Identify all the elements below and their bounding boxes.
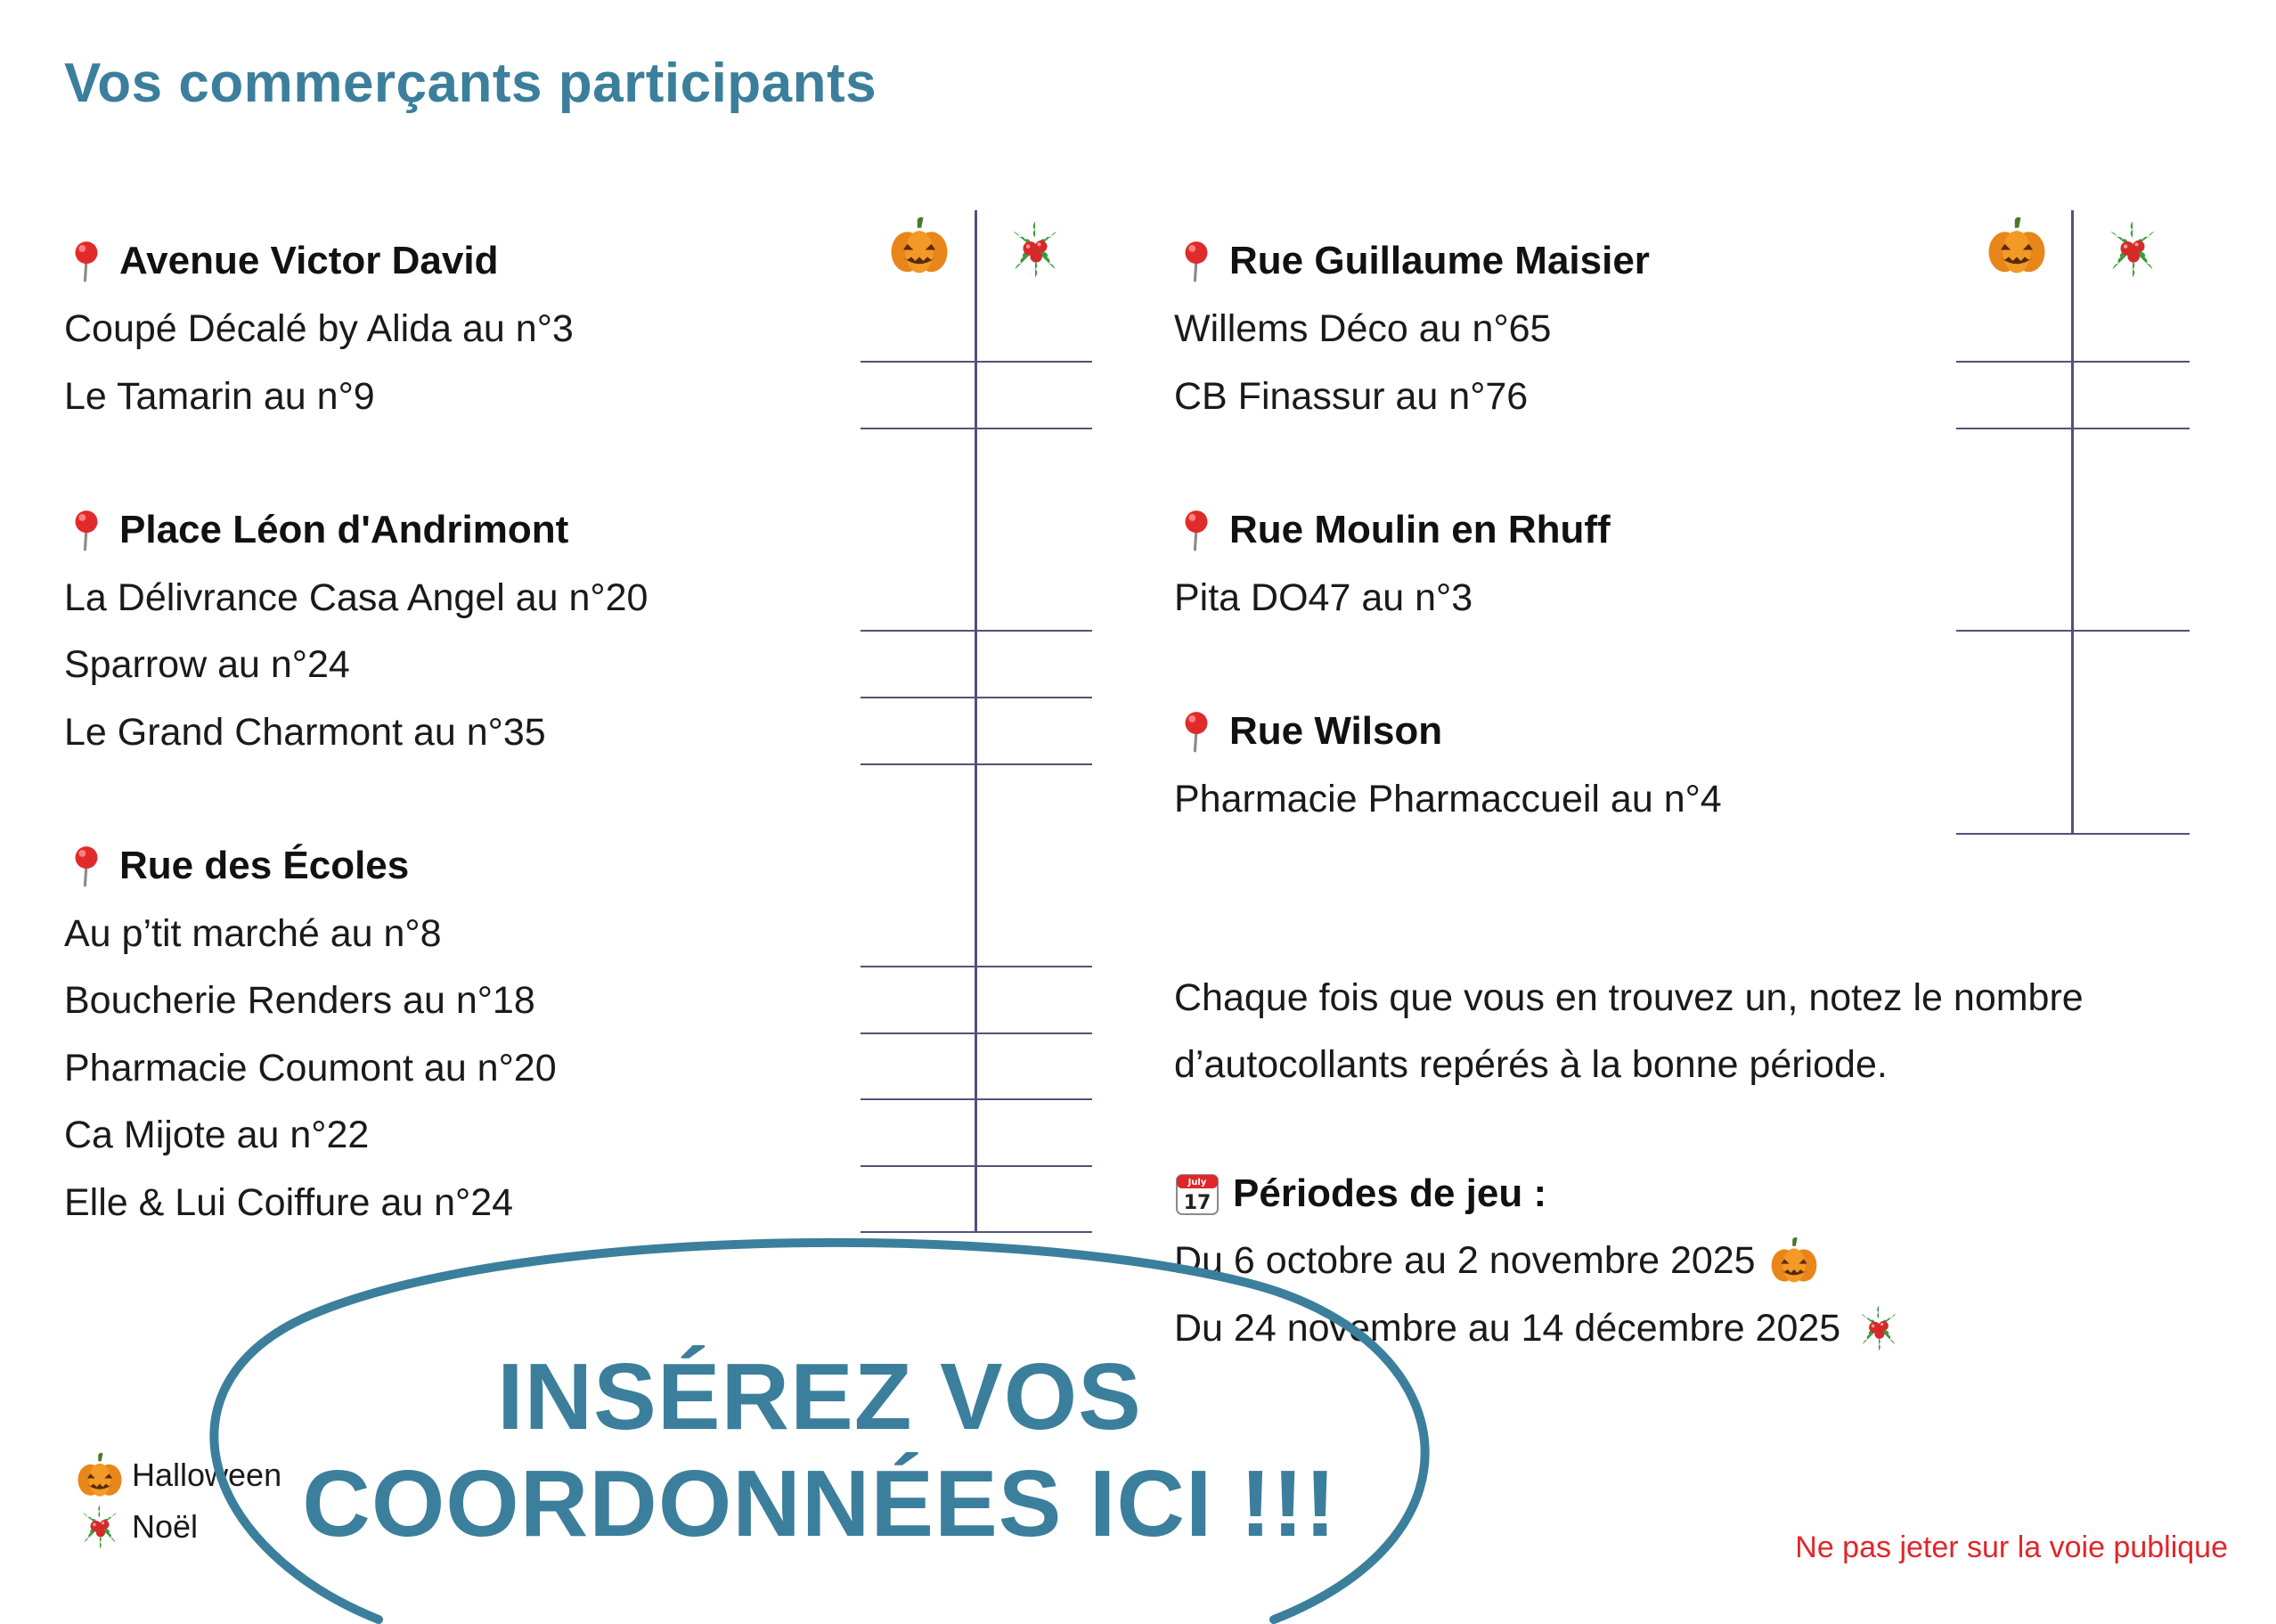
- tally-column-divider: [2071, 210, 2074, 834]
- shop-item: Boucherie Renders au n°18: [64, 979, 535, 1022]
- street-name: Rue Guillaume Maisier: [1229, 239, 1650, 282]
- holly-icon: [1003, 217, 1067, 282]
- street-heading: [1174, 508, 1611, 552]
- tally-row-line: [861, 1032, 1092, 1034]
- street-name: Rue Moulin en Rhuff: [1229, 508, 1611, 551]
- street-heading: [64, 844, 409, 888]
- periods-title: Périodes de jeu :: [1233, 1171, 1547, 1215]
- street-heading: [1174, 709, 1442, 754]
- tally-row-line: [1956, 630, 2190, 632]
- tally-row-line: [861, 1165, 1092, 1167]
- legend-label: Noël: [132, 1508, 199, 1545]
- footer-note: Ne pas jeter sur la voie publique: [1795, 1530, 2228, 1564]
- street-name: Rue Wilson: [1229, 709, 1443, 753]
- page-title: Vos commerçants participants: [64, 53, 877, 114]
- shop-item: Elle & Lui Coiffure au n°24: [64, 1181, 514, 1224]
- tally-row-line: [861, 966, 1092, 967]
- tally-row-line: [861, 361, 1092, 363]
- map-pin-icon: [1174, 239, 1219, 283]
- map-pin-icon: [1174, 508, 1219, 552]
- street-heading: [64, 508, 568, 552]
- shop-item: Le Tamarin au n°9: [64, 375, 375, 418]
- pumpkin-icon: [887, 214, 951, 278]
- street-heading: [64, 239, 498, 283]
- calendar-icon: [1174, 1171, 1220, 1217]
- shop-item: Au p’tit marché au n°8: [64, 912, 442, 955]
- tally-row-line: [861, 428, 1092, 429]
- tally-row-line: [1956, 428, 2190, 429]
- holly-icon: [1853, 1302, 1905, 1354]
- tally-row-line: [1956, 361, 2190, 363]
- shop-item: La Délivrance Casa Angel au n°20: [64, 576, 649, 619]
- instructions-text: Chaque fois que vous en trouvez un, notez le nombre d’autocollants repérés à la bonne période.: [1174, 976, 2084, 1086]
- holly-icon: [75, 1502, 125, 1552]
- shop-item: Pita DO47 au n°3: [1174, 576, 1473, 619]
- periods-heading: [1174, 1171, 1546, 1217]
- legend-item-noel: [75, 1502, 198, 1552]
- cta-line-2: COORDONNÉES ICI !!!: [302, 1451, 1337, 1556]
- shop-item: Sparrow au n°24: [64, 643, 350, 686]
- tally-column-divider: [975, 210, 977, 1231]
- map-pin-icon: [1174, 709, 1219, 754]
- tally-row-line: [861, 1231, 1092, 1233]
- shop-item: Coupé Décalé by Alida au n°3: [64, 307, 574, 350]
- calendar-day: 17: [1183, 1192, 1211, 1214]
- street-name: Place Léon d'Andrimont: [119, 508, 569, 551]
- map-pin-icon: [64, 844, 109, 888]
- pumpkin-icon: [1985, 214, 2049, 278]
- tally-row-line: [1956, 833, 2190, 835]
- tally-row-line: [861, 697, 1092, 698]
- street-name: Rue des Écoles: [119, 844, 410, 887]
- pumpkin-icon: [1768, 1235, 1820, 1286]
- legend-label: Halloween: [132, 1457, 282, 1493]
- tally-row-line: [861, 1098, 1092, 1100]
- cta-line-1: INSÉREZ VOS: [497, 1344, 1142, 1449]
- street-name: Avenue Victor David: [119, 239, 499, 282]
- tally-row-line: [861, 630, 1092, 632]
- street-heading: [1174, 239, 1650, 283]
- holly-icon: [2101, 217, 2165, 282]
- period-text: Du 6 octobre au 2 novembre 2025: [1174, 1238, 1756, 1282]
- shop-item: Pharmacie Pharmaccueil au n°4: [1174, 778, 1722, 820]
- shop-item: Le Grand Charmont au n°35: [64, 711, 546, 754]
- calendar-month: July: [1187, 1178, 1207, 1187]
- shop-item: Ca Mijote au n°22: [64, 1114, 370, 1156]
- shop-item: Willems Déco au n°65: [1174, 307, 1552, 350]
- legend-item-halloween: [75, 1450, 281, 1500]
- shop-item: CB Finassur au n°76: [1174, 375, 1529, 418]
- period-text: Du 24 novembre au 14 décembre 2025: [1174, 1306, 1841, 1350]
- period-item: [1174, 1235, 1820, 1286]
- map-pin-icon: [64, 239, 109, 283]
- map-pin-icon: [64, 508, 109, 552]
- shop-item: Pharmacie Coumont au n°20: [64, 1047, 557, 1089]
- tally-row-line: [861, 763, 1092, 765]
- pumpkin-icon: [75, 1450, 125, 1500]
